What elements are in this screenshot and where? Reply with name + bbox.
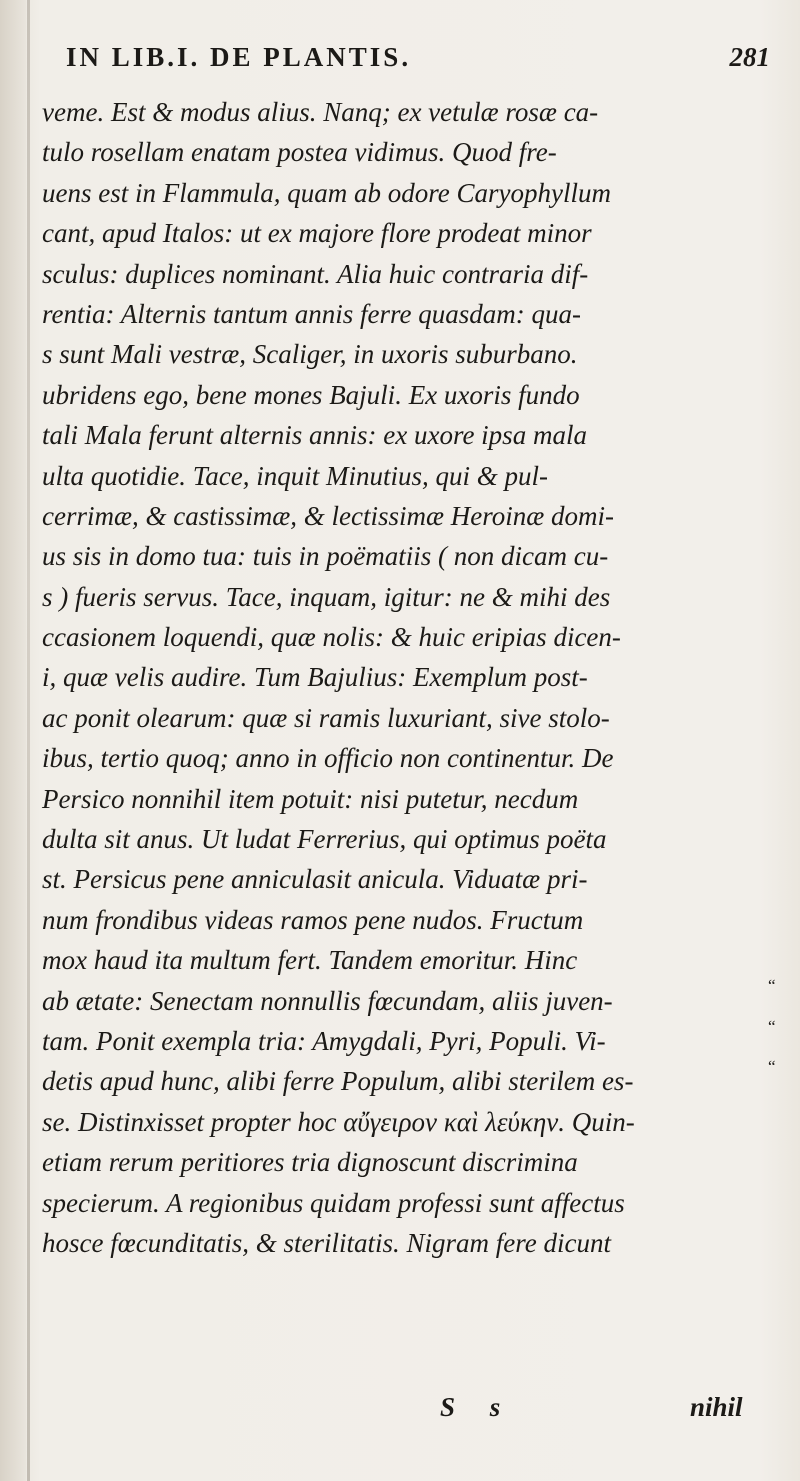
body-text — [42, 92, 768, 1263]
text-line: uens est in Flammula, quam ab odore Caryophyllum — [42, 177, 611, 208]
text-line: etiam rerum peritiores tria dignoscunt discrimina — [42, 1147, 578, 1178]
text-line: ulta quotidie. Tace, inquit Minutius, qui & pul- — [42, 460, 548, 491]
text-line: ibus, tertio quoq; anno in officio non continentur. De — [42, 743, 614, 774]
catchword: nihil — [690, 1392, 743, 1422]
text-line: ubridens ego, bene mones Bajuli. Ex uxoris fundo — [42, 379, 580, 410]
text-line: cerrimæ, & castissimæ, & lectissimæ Heroinæ domi- — [42, 500, 614, 531]
text-line: hosce fœcunditatis, & sterilitatis. Nigram fere dicunt — [42, 1227, 611, 1258]
quote-mark: “ — [768, 976, 776, 995]
text-line: s sunt Mali vestræ, Scaliger, in uxoris suburbano. — [42, 339, 578, 370]
text-line: specierum. A regionibus quidam professi sunt affectus — [42, 1187, 625, 1218]
text-line: ac ponit olearum: quæ si ramis luxuriant, sive stolo- — [42, 702, 610, 733]
text-line: tali Mala ferunt alternis annis: ex uxore ipsa mala — [42, 420, 587, 451]
quote-mark: “ — [768, 1057, 776, 1076]
text-line: tulo rosellam enatam postea vidimus. Quod fre- — [42, 137, 557, 168]
running-title: IN LIB.I. DE PLANTIS. — [66, 42, 412, 72]
signature-mark: S s — [440, 1392, 515, 1422]
text-line: dulta sit anus. Ut ludat Ferrerius, qui optimus poëta — [42, 824, 607, 855]
text-line: tam. Ponit exempla tria: Amygdali, Pyri, Populi. Vi- — [42, 1025, 606, 1056]
text-line: num frondibus videas ramos pene nudos. Fructum — [42, 904, 584, 935]
text-line: rentia: Alternis tantum annis ferre quasdam: qua- — [42, 298, 581, 329]
text-line: veme. Est & modus alius. Nanq; ex vetulæ rosæ ca- — [42, 97, 599, 127]
text-line: i, quæ velis audire. Tum Bajulius: Exemplum post- — [42, 662, 588, 693]
text-line: cant, apud Italos: ut ex majore flore prodeat minor — [42, 218, 592, 249]
page-header — [66, 42, 770, 82]
text-line: mox haud ita multum fert. Tandem emoritur. Hinc — [42, 945, 578, 976]
page-number: 281 — [729, 42, 770, 72]
text-line: s ) fueris servus. Tace, inquam, igitur: ne & mihi des — [42, 581, 611, 612]
gutter-line — [27, 0, 30, 1481]
text-line: detis apud hunc, alibi ferre Populum, alibi sterilem es- — [42, 1066, 634, 1097]
text-line: us sis in domo tua: tuis in poëmatiis ( non dicam cu- — [42, 541, 609, 572]
text-line: ccasionem loquendi, quæ nolis: & huic eripias dicen- — [42, 622, 621, 653]
text-line: sculus: duplices nominant. Alia huic contraria dif- — [42, 258, 589, 289]
text-line: se. Distinxisset propter hoc αὔγειρον καὶ λεύκην. Quin- — [42, 1106, 635, 1137]
page-footer — [0, 1392, 800, 1432]
text-line: Persico nonnihil item potuit: nisi putetur, necdum — [42, 783, 579, 814]
gutter-shadow — [0, 0, 26, 1481]
quote-mark: “ — [768, 1017, 776, 1036]
text-line: st. Persicus pene anniculasit anicula. Viduatæ pri- — [42, 864, 588, 895]
text-line: ab ætate: Senectam nonnullis fœcundam, aliis juven- — [42, 985, 613, 1016]
